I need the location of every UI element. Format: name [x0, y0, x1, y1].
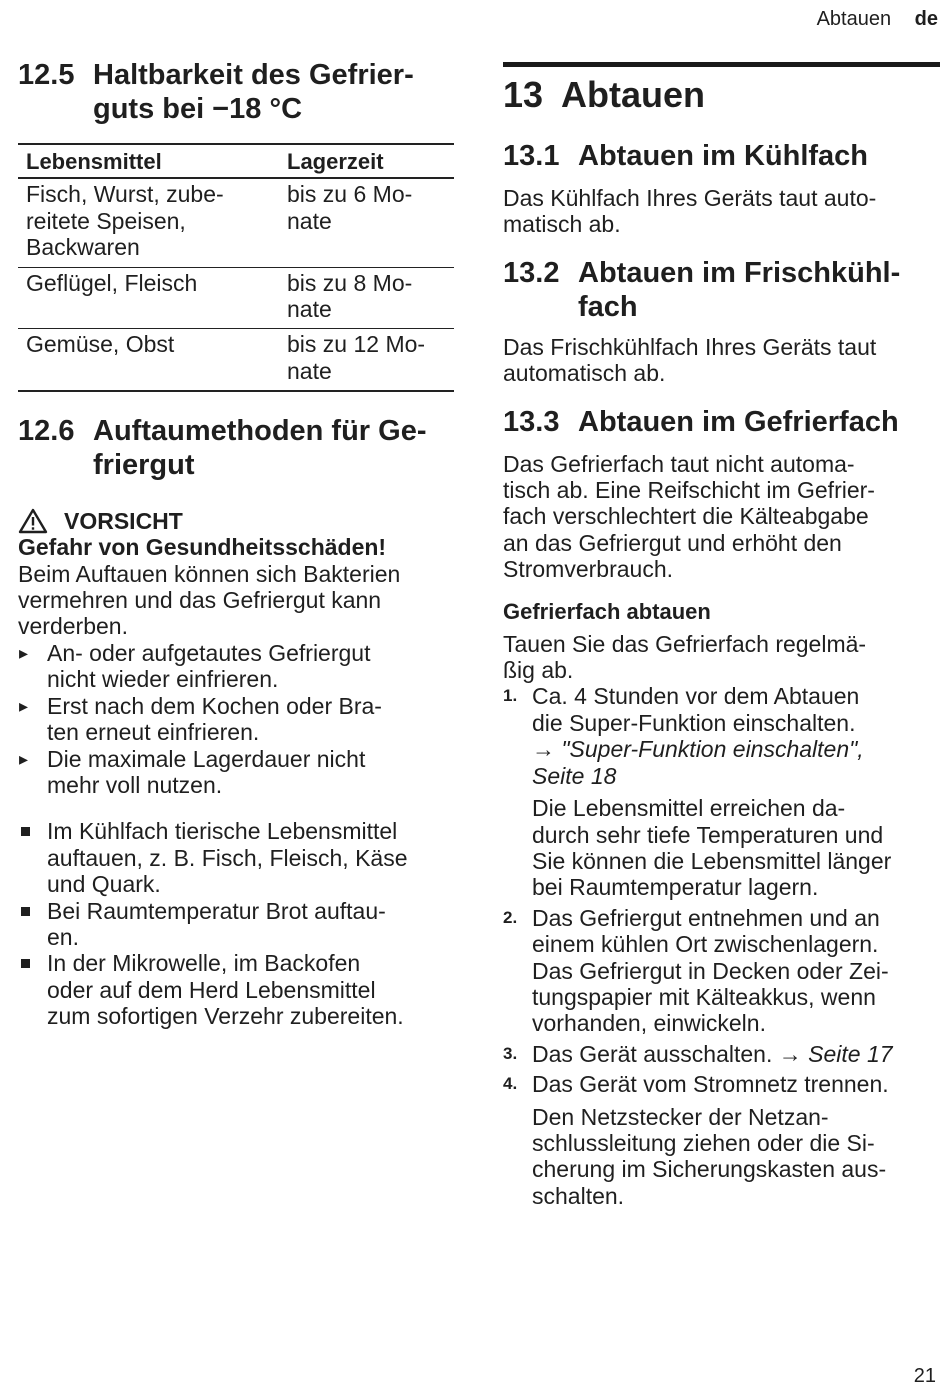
section-12-5-heading — [18, 58, 454, 126]
step-text: Das Gefriergut entnehmen und an einem kühlen Ort zwischenlagern. Das Gefriergut in Decken oder Zei- tungspapier mit Kälteakkus, wenn vorhanden, einwickeln. — [532, 904, 889, 1037]
section-13-1-heading — [503, 139, 940, 173]
step-number: 3. — [503, 1043, 518, 1063]
list-item: Im Kühlfach tierische Lebensmittel auftauen, z. B. Fisch, Fleisch, Käse und Quark. — [18, 818, 454, 897]
table-cell: bis zu 12 Mo- nate — [279, 329, 454, 391]
section-number: 13.1 — [503, 140, 560, 172]
section-13-3-heading — [503, 405, 940, 439]
table-cell: bis zu 8 Mo- nate — [279, 267, 454, 329]
caution-label: VORSICHT — [64, 508, 183, 535]
chapter-number: 13 — [503, 74, 544, 115]
cross-reference-link[interactable]: Seite 17 — [808, 1040, 893, 1067]
section-number: 13.2 — [503, 256, 560, 289]
table-row — [18, 329, 454, 391]
section-number: 13.3 — [503, 405, 560, 438]
step-item — [503, 1041, 940, 1067]
list-item: In der Mikrowelle, im Backofen oder auf dem Herd Lebensmittel zum sofortigen Verzehr zubereiten. — [18, 950, 454, 1029]
section-title: Abtauen im Kühlfach — [578, 140, 869, 172]
section-13-2-text: Das Frischkühlfach Ihres Geräts taut automatisch ab. — [503, 333, 877, 387]
header-section: Abtauen — [816, 8, 892, 30]
caution-block — [18, 508, 454, 798]
section-title: Haltbarkeit des Gefrier- guts bei −18 °C — [93, 59, 414, 125]
thawing-methods-list — [18, 818, 454, 1029]
step-text: Das Gerät ausschalten. → — [532, 1040, 809, 1067]
right-column — [503, 62, 940, 1213]
step-item — [503, 905, 940, 1037]
table-cell: Fisch, Wurst, zube- reitete Speisen, Backwaren — [18, 178, 279, 267]
section-12-6-heading — [18, 414, 454, 482]
procedure-title: Gefrierfach abtauen — [503, 598, 711, 624]
section-number: 12.5 — [18, 59, 75, 91]
table-header-row — [18, 144, 454, 178]
column-header-food: Lebensmittel — [18, 144, 279, 178]
table-cell: Geflügel, Fleisch — [18, 267, 279, 329]
list-item: ▸ Erst nach dem Kochen oder Bra- ten erneut einfrieren. — [18, 693, 454, 746]
caution-title: Gefahr von Gesundheitsschäden! — [18, 534, 387, 561]
table-cell: Gemüse, Obst — [18, 329, 279, 391]
header-language: de — [914, 8, 938, 30]
caution-header — [18, 508, 454, 534]
section-13-3-text: Das Gefrierfach taut nicht automa- tisch ab. Eine Reifschicht im Gefrier- fach verschlechtert die Kälteabgabe an das Gefriergut und erhöht den Stromverbrauch. — [503, 450, 875, 583]
page-header — [817, 8, 938, 31]
list-item: Bei Raumtemperatur Brot auftau- en. — [18, 898, 454, 951]
section-13-1-text: Das Kühlfach Ihres Geräts taut auto- matisch ab. — [503, 185, 877, 238]
column-header-storage-time: Lagerzeit — [279, 144, 454, 178]
list-item: ▸ An- oder aufgetautes Gefriergut nicht wieder einfrieren. — [18, 640, 454, 693]
step-item — [503, 1071, 940, 1209]
cross-reference-link[interactable]: → "Super-Funktion einschalten", Seite 18 — [532, 736, 864, 789]
procedure-intro: Tauen Sie das Gefrierfach regelmä- ßig ab. — [503, 630, 867, 684]
left-column — [18, 58, 454, 1030]
section-13-2-heading — [503, 256, 940, 324]
warning-triangle-icon — [18, 508, 48, 534]
page-number: 21 — [913, 1365, 936, 1387]
step-note: Den Netzstecker der Netzan- schlussleitung ziehen oder die Si- cherung im Sicherungskasten aus- schalten. — [532, 1103, 887, 1209]
step-text: Das Gerät vom Stromnetz trennen. — [532, 1071, 889, 1098]
step-number: 1. — [503, 686, 518, 706]
table-cell: bis zu 6 Mo- nate — [279, 178, 454, 267]
caution-instructions — [18, 640, 454, 798]
table-row — [18, 178, 454, 267]
section-title: Abtauen im Gefrierfach — [578, 405, 899, 438]
section-title: Auftaumethoden für Ge- friergut — [93, 415, 427, 482]
procedure-steps — [503, 683, 940, 1209]
section-number: 12.6 — [18, 415, 75, 448]
caution-text: Beim Auftauen können sich Bakterien vermehren und das Gefriergut kann verderben. — [18, 560, 401, 640]
step-number: 2. — [503, 907, 518, 927]
step-number: 4. — [503, 1074, 518, 1094]
chapter-title: Abtauen — [561, 74, 705, 115]
step-text: Ca. 4 Stunden vor dem Abtauen die Super-Funktion einschalten. — [532, 683, 860, 736]
storage-table — [18, 143, 454, 392]
step-item — [503, 683, 940, 900]
step-note: Die Lebensmittel erreichen da- durch sehr tiefe Temperaturen und Sie können die Lebensmittel länger bei Raumtemperatur lagern. — [532, 795, 892, 901]
chapter-13-heading — [503, 73, 940, 117]
list-item: ▸ Die maximale Lagerdauer nicht mehr voll nutzen. — [18, 746, 454, 799]
section-title: Abtauen im Frischkühl- fach — [578, 256, 901, 323]
table-row — [18, 267, 454, 329]
